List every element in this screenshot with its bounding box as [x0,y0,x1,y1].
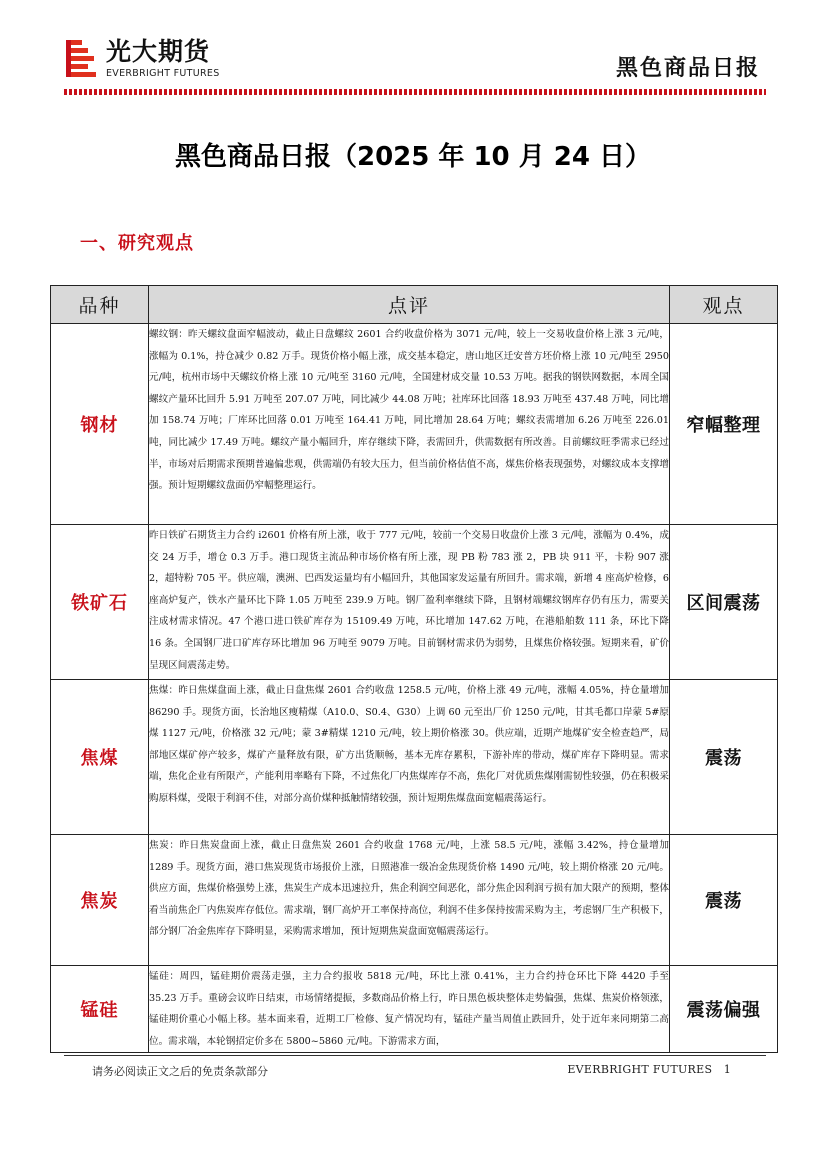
report-name: 黑色商品日报 [615,56,760,81]
table-row [51,680,778,835]
comment-text: 螺纹钢：昨天螺纹盘面窄幅波动，截止日盘螺纹 2601 合约收盘价格为 3071 元/吨，较上一交易收盘价格上涨 3 元/吨，涨幅为 0.1%，持仓减少 0.82 万手。现货价格小幅上涨，成交基本稳定，唐山地区迁安普方坯价格上涨 10 元/吨至 2950 元/吨，杭州市场中天螺纹价格上涨 10 元/吨至 3160 元/吨，全国建材成交量 10.53 万吨。据我的钢铁网数据，本周全国螺纹产量环比回升 5.91 万吨至 207.07 万吨，同比减少 44.08 万吨；社库环比回落 18.93 万吨至 437.48 万吨，同比增加 158.74 万吨；厂库环比回落 0.01 万吨至 164.41 万吨，同比增加 28.64 万吨；螺纹表需增加 6.26 万吨至 226.01 吨，同比减少 17.49 万吨。螺纹产量小幅回升，库存继续下降，表需回升，供需数据有所改善。目前螺纹旺季需求已经过半，市场对后期需求预期普遍偏悲观，供需端仍有较大压力，但当前价格估值不高，煤焦价格表现强势，对螺纹成本支撑增强。预计短期螺纹盘面仍窄幅整理运行。 [149,329,669,492]
view-cell: 震荡 [670,835,778,966]
variety-cell: 焦炭 [51,835,149,966]
page-title: 黑色商品日报（2025 年 10 月 24 日） [175,142,651,172]
view-cell: 窄幅整理 [670,324,778,525]
company-name-en: EVERBRIGHT FUTURES [106,68,220,79]
page-number: 1 [723,1063,731,1076]
table-header-row [51,286,778,324]
footer-brand: EVERBRIGHT FUTURES [567,1063,713,1076]
header-comment: 点评 [149,286,670,324]
comment-cell [149,966,670,1053]
research-view-table [50,285,778,1053]
company-name-cn: 光大期货 [106,37,211,66]
header-variety: 品种 [51,286,149,324]
table-row [51,966,778,1053]
comment-cell [149,680,670,835]
footer-brand-page [567,1063,731,1076]
variety-cell: 锰硅 [51,966,149,1053]
footer-divider [64,1055,766,1056]
comment-cell [149,525,670,680]
comment-cell [149,324,670,525]
comment-cell [149,835,670,966]
view-cell: 区间震荡 [670,525,778,680]
header-divider [64,89,766,95]
comment-text: 焦炭：昨日焦炭盘面上涨，截止日盘焦炭 2601 合约收盘 1768 元/吨，上涨 58.5 元/吨，涨幅 3.42%，持仓量增加 1289 手。现货方面，港口焦炭现货市场报价上涨，日照港准一级冶金焦现货价格 1490 元/吨，较上期价格涨 20 元/吨。供应方面，焦煤价格强势上涨，焦炭生产成本迅速拉升，焦企利润空间恶化，部分焦企因利润亏损有加大限产的预期，整体看当前焦企厂内焦炭库存低位。需求端，钢厂高炉开工率保持高位，利润不佳多保持按需采购为主，考虑钢厂生产积极下，部分钢厂冶金焦库存下降明显，采购需求增加，预计短期焦炭盘面宽幅震荡运行。 [149,840,669,938]
variety-cell: 铁矿石 [51,525,149,680]
variety-cell: 钢材 [51,324,149,525]
everbright-logo-icon [64,37,98,81]
view-cell: 震荡偏强 [670,966,778,1053]
comment-text: 焦煤：昨日焦煤盘面上涨，截止日盘焦煤 2601 合约收盘 1258.5 元/吨，价格上涨 49 元/吨，涨幅 4.05%，持仓量增加 86290 手。现货方面，长治地区瘦精煤（A10.0、S0.4、G30）上调 60 元至出厂价 1250 元/吨，甘其毛都口岸蒙 5#原煤 1127 元/吨，价格涨 32 元/吨；蒙 3#精煤 1210 元/吨，较上期价格涨 30。供应端，近期产地煤矿安全检查趋严，局部地区煤矿停产较多，煤矿产量释放有限，矿方出货顺畅，基本无库存累积，下游补库的带动，煤矿库存下降明显。需求端，焦化企业有所限产，产能利用率略有下降，不过焦化厂内焦煤库存不高，焦化厂对优质焦煤刚需韧性较强，仍在积极采购原料煤，受限于利润不佳，对部分高价煤种抵触情绪较强，预计短期焦煤盘面宽幅震荡运行。 [149,685,669,804]
table-row [51,835,778,966]
header-view: 观点 [670,286,778,324]
view-cell: 震荡 [670,680,778,835]
footer-disclaimer: 请务必阅读正文之后的免责条款部分 [92,1065,268,1078]
section-heading: 一、研究观点 [80,233,194,254]
company-logo [64,37,234,81]
comment-text: 锰硅：周四，锰硅期价震荡走强，主力合约报收 5818 元/吨，环比上涨 0.41%，主力合约持仓环比下降 4420 手至 35.23 万手。重磅会议昨日结束，市场情绪提振，多数商品价格上行，昨日黑色板块整体走势偏强，焦煤、焦炭价格领涨，锰硅期价重心小幅上移。基本面来看，近期工厂检修、复产情况均有，锰硅产量当周值止跌回升，处于近年来同期第二高位。需求端，本轮钢招定价多在 5800~5860 元/吨。下游需求方面， [149,971,669,1047]
variety-cell: 焦煤 [51,680,149,835]
comment-text: 昨日铁矿石期货主力合约 i2601 价格有所上涨，收于 777 元/吨，较前一个交易日收盘价上涨 3 元/吨，涨幅为 0.4%，成交 24 万手，增仓 0.3 万手。港口现货主流品种市场价格有所上涨，现 PB 粉 783 涨 2，PB 块 911 平，卡粉 907 涨 2，超特粉 705 平。供应端，澳洲、巴西发运量均有小幅回升，其他国家发运量有所回升。需求端，新增 4 座高炉检修，6 座高炉复产，铁水产量环比下降 1.05 万吨至 239.9 万吨。钢厂盈利率继续下降，且钢材端螺纹钢库存仍有压力，需要关注成材需求情况。47 个港口进口铁矿库存为 15109.49 万吨，环比增加 147.62 万吨，在港船舶数 111 条，环比下降 16 条。全国钢厂进口矿库存环比增加 96 万吨至 9079 万吨。目前钢材需求仍为弱势，且煤焦价格较强。短期来看，矿价呈现区间震荡走势。 [149,530,669,671]
table-row [51,525,778,680]
table-row [51,324,778,525]
